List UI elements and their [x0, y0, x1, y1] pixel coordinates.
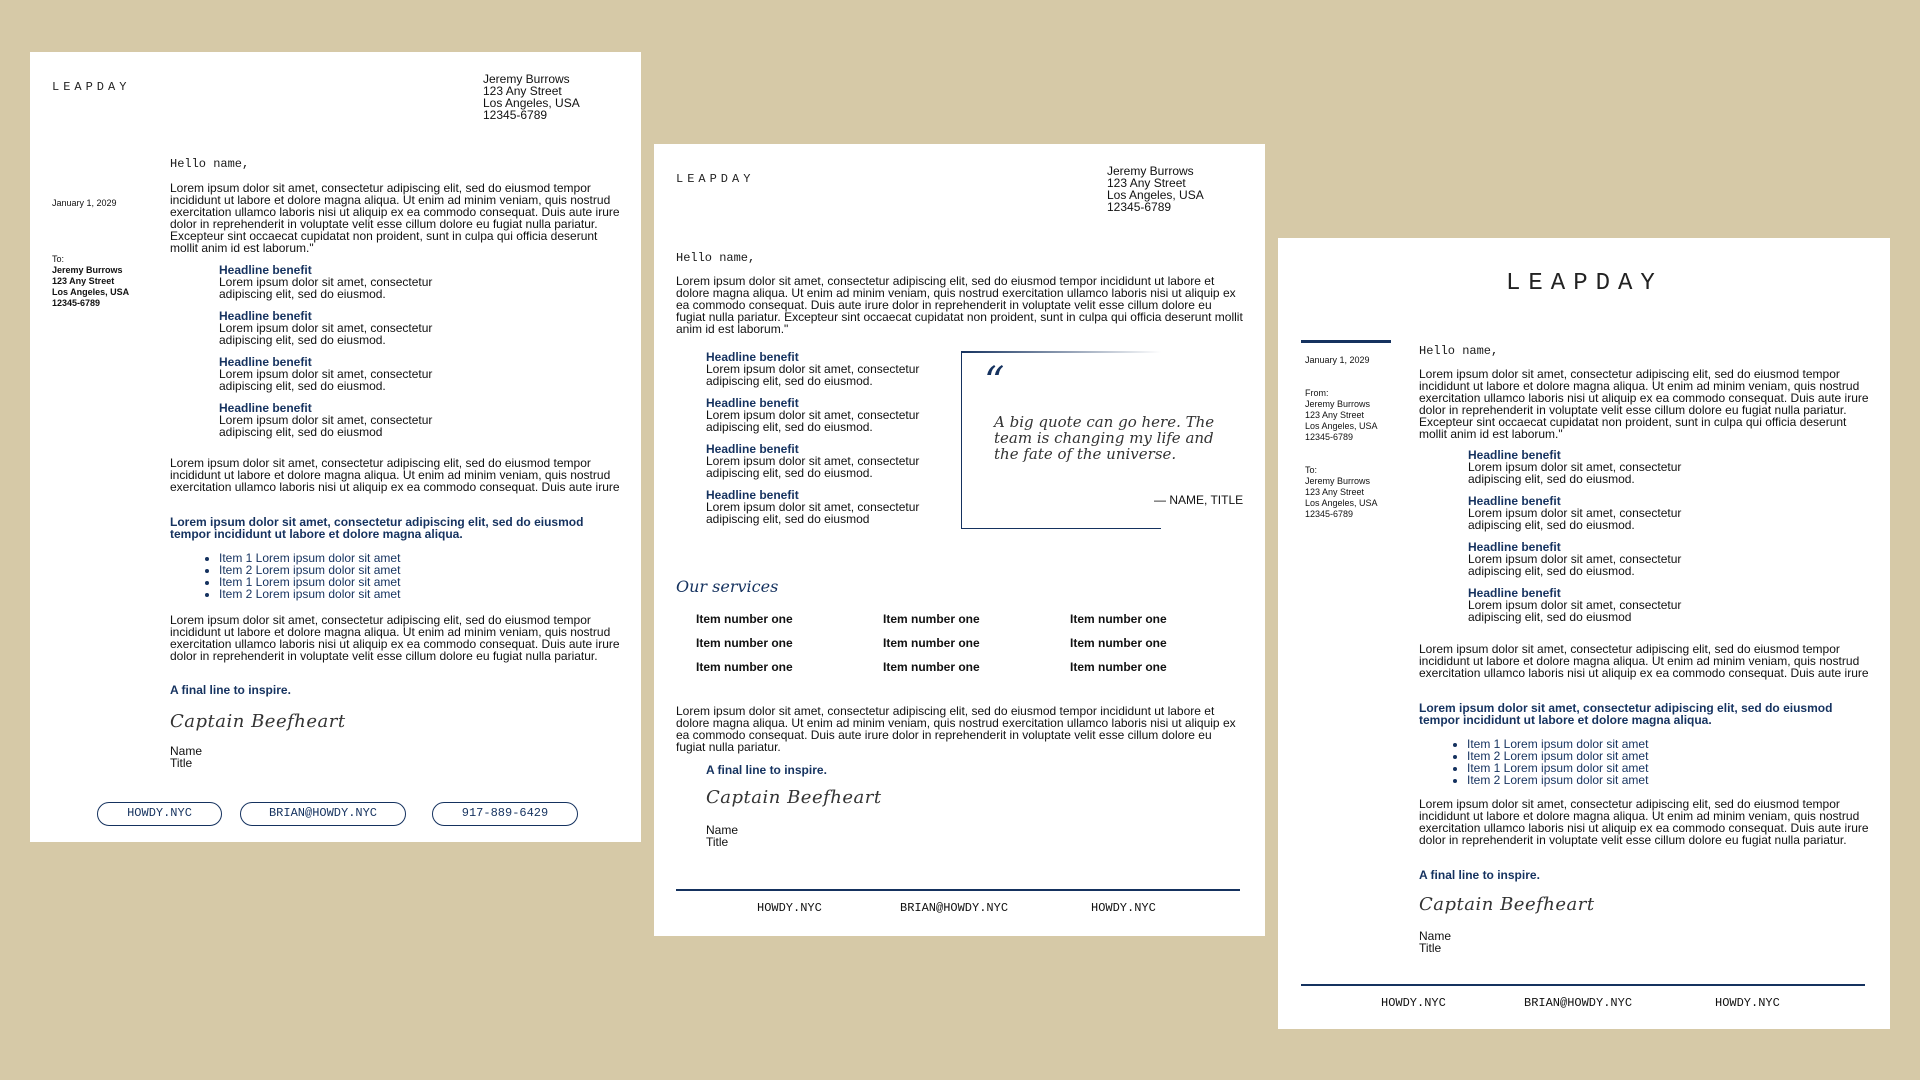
benefit-title: Headline benefit [706, 442, 799, 456]
letterhead-sheet-1 [30, 52, 641, 842]
benefit-text: Lorem ipsum dolor sit amet, consectetur adipiscing elit, sed do eiusmod. [219, 321, 433, 347]
logo: LEAPDAY [676, 172, 755, 186]
sender-zip: 12345-6789 [1107, 200, 1172, 214]
service-item: Item number one [696, 612, 793, 626]
quote-mark: “ [984, 359, 1005, 405]
benefit-item [1468, 449, 1698, 485]
benefit-text: Lorem ipsum dolor sit amet, consectetur adipiscing elit, sed do eiusmod [1468, 598, 1682, 624]
quote-attribution: — NAME, TITLE [1154, 493, 1244, 507]
service-item: Item number one [883, 636, 980, 650]
intro-paragraph: Lorem ipsum dolor sit amet, consectetur adipiscing elit, sed do eiusmod tempor incididunt ut labore et dolore magna aliqua. Ut enim ad minim veniam, quis nostrud exercitation ullamco laboris nisi ut aliquip ex ea commodo consequat. Duis aute irure dolor in reprehenderit in voluptate velit esse cillum dolore eu fugiat nulla pariatur. Excepteur sint occaecat cupidatat non proident, sunt in culpa qui officia deserunt mollit anim id est laborum." [1419, 367, 1869, 441]
footer-email[interactable]: BRIAN@HOWDY.NYC [900, 901, 1009, 915]
recipient-street: 123 Any Street [52, 276, 115, 286]
benefit-item [219, 310, 449, 346]
footer-website-2[interactable]: HOWDY.NYC [1715, 996, 1780, 1010]
footer-website-2[interactable]: HOWDY.NYC [1091, 901, 1156, 915]
website-pill[interactable]: HOWDY.NYC [97, 802, 222, 826]
benefit-item [1468, 541, 1698, 577]
sender-street: 123 Any Street [1107, 176, 1186, 190]
letterhead-sheet-3 [1278, 238, 1890, 1029]
bullet-item: • Item 2 Lorem ipsum dolor sit amet [219, 588, 400, 600]
closing-paragraph: Lorem ipsum dolor sit amet, consectetur adipiscing elit, sed do eiusmod tempor incididunt ut labore et dolore magna aliqua. Ut enim ad minim veniam, quis nostrud exercitation ullamco laboris nisi ut aliquip ex ea commodo consequat. Duis aute irure dolor in reprehenderit in voluptate velit esse cillum dolore eu fugiat nulla pariatur. [170, 613, 620, 663]
emphasis-line: Lorem ipsum dolor sit amet, consectetur adipiscing elit, sed do eiusmod tempor incididunt ut labore et dolore magna aliqua. [170, 515, 584, 541]
benefit-title: Headline benefit [219, 263, 312, 277]
benefit-item [706, 351, 936, 387]
sender-name: Jeremy Burrows [483, 72, 570, 86]
benefit-item [219, 402, 449, 438]
benefit-text: Lorem ipsum dolor sit amet, consectetur adipiscing elit, sed do eiusmod. [219, 275, 433, 301]
bullet-item: • Item 2 Lorem ipsum dolor sit amet [1467, 750, 1648, 762]
final-line: A final line to inspire. [1419, 868, 1540, 882]
sender-name: Jeremy Burrows [1305, 399, 1371, 409]
service-item: Item number one [1070, 636, 1167, 650]
sender-city: Los Angeles, USA [1107, 188, 1204, 202]
sign-block [1419, 930, 1451, 954]
benefit-text: Lorem ipsum dolor sit amet, consectetur adipiscing elit, sed do eiusmod. [1468, 460, 1682, 486]
services-title: Our services [676, 577, 779, 596]
recipient-name: Jeremy Burrows [1305, 476, 1371, 486]
service-item: Item number one [1070, 612, 1167, 626]
recipient-street: 123 Any Street [1305, 487, 1365, 497]
sign-title: Title [1419, 941, 1442, 955]
bullet-item: • Item 1 Lorem ipsum dolor sit amet [219, 576, 400, 588]
service-item: Item number one [696, 660, 793, 674]
sender-zip: 12345-6789 [483, 108, 548, 122]
sender-street: 123 Any Street [1305, 410, 1365, 420]
bullet-item: • Item 2 Lorem ipsum dolor sit amet [1467, 774, 1648, 786]
recipient-block [52, 254, 129, 309]
signature: Captain Beefheart [706, 787, 882, 808]
recipient-name: Jeremy Burrows [52, 265, 123, 275]
benefit-title: Headline benefit [219, 401, 312, 415]
benefit-text: Lorem ipsum dolor sit amet, consectetur adipiscing elit, sed do eiusmod. [706, 408, 920, 434]
benefit-item [1468, 587, 1698, 623]
benefits-list [1468, 449, 1698, 633]
final-line: A final line to inspire. [170, 683, 291, 697]
recipient-city: Los Angeles, USA [52, 287, 130, 297]
greeting: Hello name, [676, 251, 756, 265]
to-label: To: [52, 254, 65, 264]
sign-name: Name [1419, 929, 1452, 943]
benefit-item [219, 264, 449, 300]
sender-block [1305, 388, 1378, 443]
from-label: From: [1305, 388, 1329, 398]
benefit-title: Headline benefit [1468, 448, 1561, 462]
footer-email[interactable]: BRIAN@HOWDY.NYC [1524, 996, 1633, 1010]
sender-city: Los Angeles, USA [483, 96, 580, 110]
service-item: Item number one [696, 636, 793, 650]
benefit-title: Headline benefit [706, 488, 799, 502]
quote-text: A big quote can go here. The team is changing my life and the fate of the universe. [994, 413, 1215, 463]
benefit-item [1468, 495, 1698, 531]
signature: Captain Beefheart [1419, 894, 1595, 915]
footer-divider [1301, 984, 1865, 986]
sender-name: Jeremy Burrows [1107, 164, 1194, 178]
footer-website[interactable]: HOWDY.NYC [1381, 996, 1446, 1010]
benefit-item [706, 443, 936, 479]
benefits-list [706, 351, 936, 535]
benefit-item [706, 397, 936, 433]
letter-date: January 1, 2029 [1305, 355, 1370, 365]
benefit-title: Headline benefit [1468, 540, 1561, 554]
benefit-title: Headline benefit [706, 350, 799, 364]
greeting: Hello name, [1419, 344, 1499, 358]
intro-paragraph: Lorem ipsum dolor sit amet, consectetur adipiscing elit, sed do eiusmod tempor incididunt ut labore et dolore magna aliqua. Ut enim ad minim veniam, quis nostrud exercitation ullamco laboris nisi ut aliquip ex ea commodo consequat. Duis aute irure dolor in reprehenderit in voluptate velit esse cillum dolore eu fugiat nulla pariatur. Excepteur sint occaecat cupidatat non proident, sunt in culpa qui officia deserunt mollit anim id est laborum." [676, 274, 1243, 336]
benefit-title: Headline benefit [219, 355, 312, 369]
closing-paragraph: Lorem ipsum dolor sit amet, consectetur adipiscing elit, sed do eiusmod tempor incididunt ut labore et dolore magna aliqua. Ut enim ad minim veniam, quis nostrud exercitation ullamco laboris nisi ut aliquip ex ea commodo consequat. Duis aute irure dolor in reprehenderit in voluptate velit esse cillum dolore eu fugiat nulla pariatur. [1419, 797, 1869, 847]
recipient-zip: 12345-6789 [1305, 509, 1354, 519]
sender-zip: 12345-6789 [1305, 432, 1354, 442]
quote-frame-top [961, 351, 1161, 353]
benefit-title: Headline benefit [706, 396, 799, 410]
greeting: Hello name, [170, 157, 250, 171]
sender-city: Los Angeles, USA [1305, 421, 1378, 431]
emphasis-line: Lorem ipsum dolor sit amet, consectetur adipiscing elit, sed do eiusmod tempor incididunt ut labore et dolore magna aliqua. [1419, 701, 1833, 727]
logo: LEAPDAY [52, 80, 131, 94]
benefits-list [219, 264, 449, 448]
bullet-item: • Item 2 Lorem ipsum dolor sit amet [219, 564, 400, 576]
benefit-text: Lorem ipsum dolor sit amet, consectetur adipiscing elit, sed do eiusmod. [706, 454, 920, 480]
recipient-block [1305, 465, 1378, 520]
email-pill[interactable]: BRIAN@HOWDY.NYC [240, 802, 406, 826]
service-item: Item number one [883, 660, 980, 674]
sign-name: Name [170, 744, 203, 758]
intro-paragraph: Lorem ipsum dolor sit amet, consectetur adipiscing elit, sed do eiusmod tempor incididunt ut labore et dolore magna aliqua. Ut enim ad minim veniam, quis nostrud exercitation ullamco laboris nisi ut aliquip ex ea commodo consequat. Duis aute irure dolor in reprehenderit in voluptate velit esse cillum dolore eu fugiat nulla pariatur. Excepteur sint occaecat cupidatat non proident, sunt in culpa qui officia deserunt mollit anim id est laborum." [170, 181, 620, 255]
recipient-zip: 12345-6789 [52, 298, 101, 308]
benefit-text: Lorem ipsum dolor sit amet, consectetur adipiscing elit, sed do eiusmod. [1468, 552, 1682, 578]
logo: LEAPDAY [1506, 270, 1663, 297]
letter-date: January 1, 2029 [52, 198, 117, 208]
footer-divider [676, 889, 1240, 891]
service-item: Item number one [1070, 660, 1167, 674]
bullet-list [202, 552, 400, 600]
signature: Captain Beefheart [170, 711, 346, 732]
benefit-text: Lorem ipsum dolor sit amet, consectetur adipiscing elit, sed do eiusmod [706, 500, 920, 526]
benefit-title: Headline benefit [1468, 586, 1561, 600]
service-item: Item number one [883, 612, 980, 626]
benefit-text: Lorem ipsum dolor sit amet, consectetur adipiscing elit, sed do eiusmod [219, 413, 433, 439]
body-paragraph: Lorem ipsum dolor sit amet, consectetur adipiscing elit, sed do eiusmod tempor incididunt ut labore et dolore magna aliqua. Ut enim ad minim veniam, quis nostrud exercitation ullamco laboris nisi ut aliquip ex ea commodo consequat. Duis aute irure [1419, 642, 1869, 680]
bullet-item: • Item 1 Lorem ipsum dolor sit amet [1467, 738, 1648, 750]
bullet-list [1450, 738, 1648, 786]
sender-street: 123 Any Street [483, 84, 562, 98]
benefit-text: Lorem ipsum dolor sit amet, consectetur adipiscing elit, sed do eiusmod. [706, 362, 920, 388]
accent-bar [1301, 340, 1391, 343]
benefit-item [706, 489, 936, 525]
bullet-item: • Item 1 Lorem ipsum dolor sit amet [1467, 762, 1648, 774]
footer-website[interactable]: HOWDY.NYC [757, 901, 822, 915]
benefit-text: Lorem ipsum dolor sit amet, consectetur adipiscing elit, sed do eiusmod. [1468, 506, 1682, 532]
sign-name: Name [706, 823, 739, 837]
sender-address [483, 73, 580, 121]
to-label: To: [1305, 465, 1318, 475]
sign-title: Title [706, 835, 729, 849]
sign-block [170, 745, 202, 769]
sign-title: Title [170, 756, 193, 770]
final-line: A final line to inspire. [706, 763, 827, 777]
closing-paragraph: Lorem ipsum dolor sit amet, consectetur adipiscing elit, sed do eiusmod tempor incididunt ut labore et dolore magna aliqua. Ut enim ad minim veniam, quis nostrud exercitation ullamco laboris nisi ut aliquip ex ea commodo consequat. Duis aute irure dolor in reprehenderit in voluptate velit esse cillum dolore eu fugiat nulla pariatur. [676, 704, 1236, 754]
benefit-text: Lorem ipsum dolor sit amet, consectetur adipiscing elit, sed do eiusmod. [219, 367, 433, 393]
sign-block [706, 824, 738, 848]
benefit-item [219, 356, 449, 392]
benefit-title: Headline benefit [1468, 494, 1561, 508]
recipient-city: Los Angeles, USA [1305, 498, 1378, 508]
bullet-item: • Item 1 Lorem ipsum dolor sit amet [219, 552, 400, 564]
phone-pill[interactable]: 917-889-6429 [432, 802, 578, 826]
sender-address [1107, 165, 1204, 213]
letterhead-sheet-2 [654, 144, 1265, 936]
benefit-title: Headline benefit [219, 309, 312, 323]
body-paragraph: Lorem ipsum dolor sit amet, consectetur adipiscing elit, sed do eiusmod tempor incididunt ut labore et dolore magna aliqua. Ut enim ad minim veniam, quis nostrud exercitation ullamco laboris nisi ut aliquip ex ea commodo consequat. Duis aute irure [170, 456, 620, 494]
